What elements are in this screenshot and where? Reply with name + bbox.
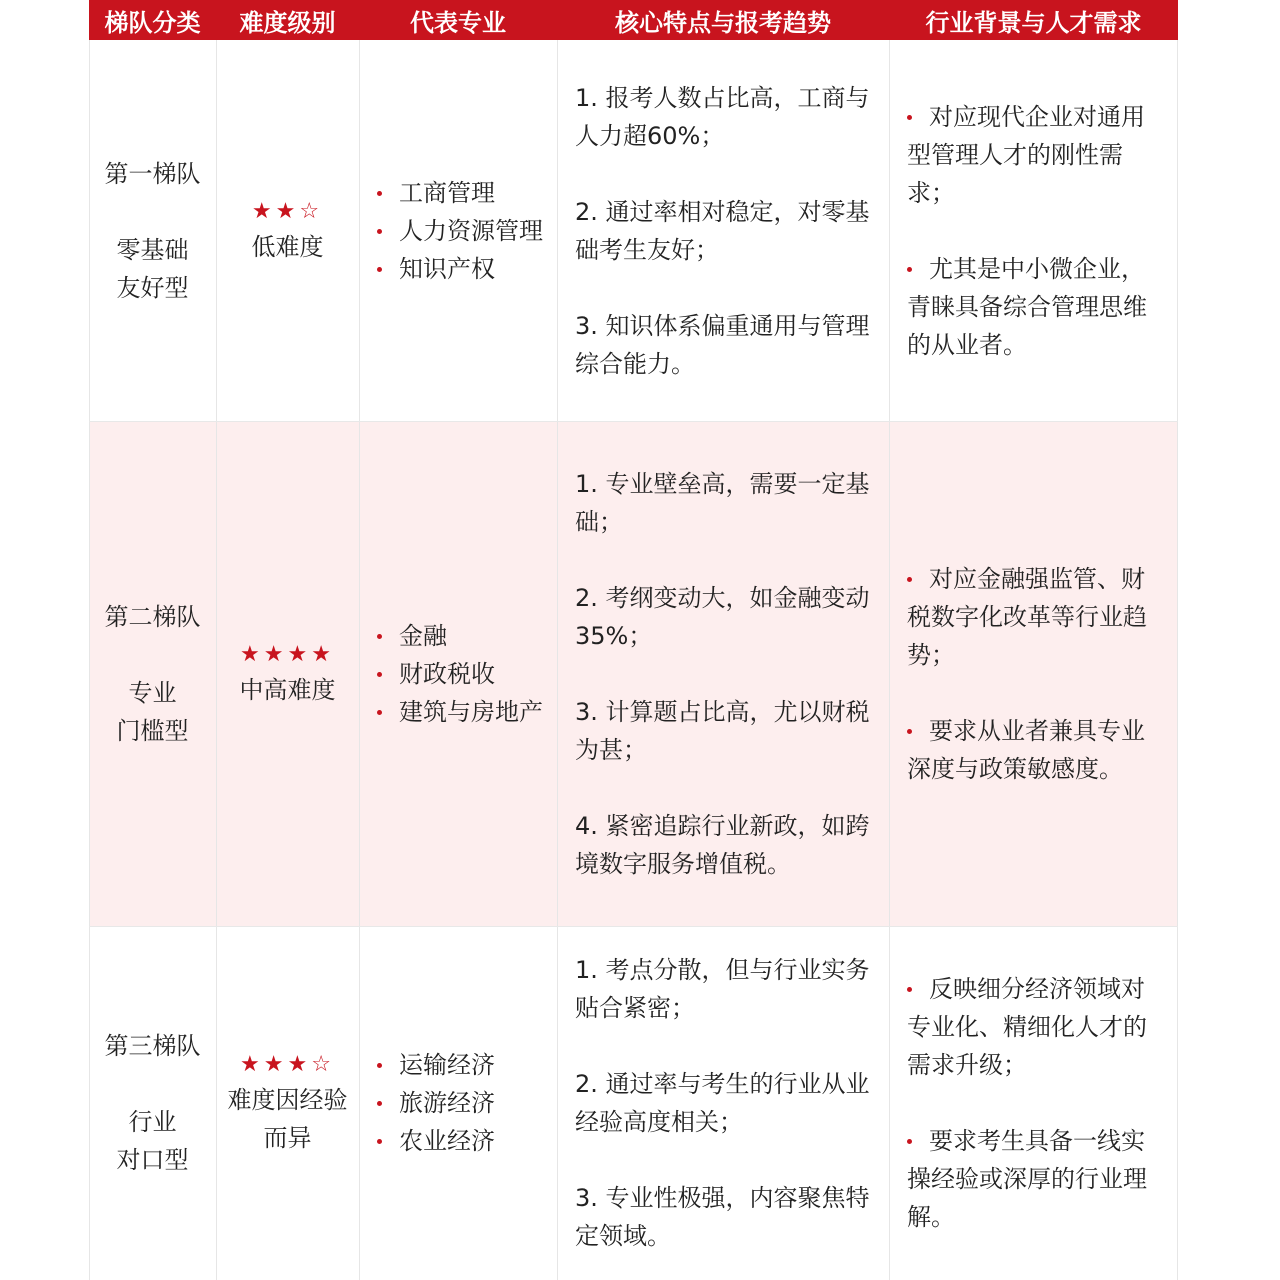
- tier-type-line1: 专业: [128, 678, 177, 707]
- header-difficulty: 难度级别: [216, 0, 359, 40]
- major-item: 工商管理: [377, 174, 543, 212]
- grid-line: [216, 40, 217, 1280]
- row-3-background: [889, 926, 1178, 1280]
- bullet-dot-icon: [907, 1139, 912, 1144]
- star-rating: ★★★☆: [240, 1052, 335, 1077]
- feature-item: 2. 通过率与考生的行业从业经验高度相关；: [575, 1070, 870, 1136]
- grid-line: [1177, 40, 1178, 1280]
- row-3-majors: [359, 926, 557, 1280]
- major-item: 建筑与房地产: [377, 693, 543, 731]
- bullet-dot-icon: [907, 987, 912, 992]
- row-1-features: [557, 40, 889, 421]
- difficulty-label: 中高难度: [239, 675, 336, 704]
- tier-type-line1: 行业: [128, 1108, 177, 1136]
- bullet-dot-icon: [907, 115, 912, 120]
- tier-name: 第一梯队: [104, 159, 201, 188]
- background-item: 反映细分经济领域对专业化、精细化人才的需求升级；: [907, 975, 1147, 1079]
- feature-item: 1. 专业壁垒高，需要一定基础；: [575, 469, 870, 536]
- feature-item: 1. 考点分散，但与行业实务贴合紧密；: [575, 956, 870, 1022]
- difficulty-label: 难度因经验而异: [227, 1086, 348, 1152]
- background-item: 对应金融强监管、财税数字化改革等行业趋势；: [907, 564, 1147, 669]
- feature-item: 1. 报考人数占比高，工商与人力超60%；: [575, 83, 870, 150]
- star-rating: ★★★★: [240, 641, 335, 667]
- tier-type-line2: 门槛型: [116, 716, 189, 745]
- major-item: 金融: [377, 617, 543, 655]
- feature-item: 3. 专业性极强，内容聚焦特定领域。: [575, 1184, 870, 1250]
- tier-name: 第三梯队: [104, 1032, 201, 1060]
- feature-item: 4. 紧密追踪行业新政，如跨境数字服务增值税。: [575, 811, 870, 878]
- comparison-table: [89, 0, 1178, 1280]
- bullet-dot-icon: [907, 267, 912, 272]
- row-2-difficulty: [216, 421, 359, 926]
- major-item: 知识产权: [377, 250, 543, 288]
- grid-line: [89, 40, 90, 1280]
- row-3-features: [557, 926, 889, 1280]
- feature-item: 2. 考纲变动大，如金融变动35%；: [575, 583, 870, 650]
- grid-line: [359, 40, 360, 1280]
- tier-type-line1: 零基础: [116, 235, 189, 264]
- row-1-difficulty: [216, 40, 359, 421]
- background-item: 尤其是中小微企业，青睐具备综合管理思维的从业者。: [907, 254, 1147, 359]
- feature-item: 3. 计算题占比高，尤以财税为甚；: [575, 697, 870, 764]
- row-2-features: [557, 421, 889, 926]
- row-3-difficulty: [216, 926, 359, 1280]
- feature-item: 2. 通过率相对稳定，对零基础考生友好；: [575, 197, 870, 264]
- tier-type-line2: 对口型: [116, 1146, 189, 1174]
- header-tier: 梯队分类: [89, 0, 216, 40]
- tier-type-line2: 友好型: [116, 273, 189, 302]
- row-1-majors: [359, 40, 557, 421]
- header-features: 核心特点与报考趋势: [557, 0, 889, 40]
- grid-line: [889, 40, 890, 1280]
- row-3-tier: [89, 926, 216, 1280]
- background-item: 要求从业者兼具专业深度与政策敏感度。: [907, 716, 1145, 783]
- background-item: 对应现代企业对通用型管理人才的刚性需求；: [907, 102, 1145, 207]
- bullet-dot-icon: [907, 577, 912, 582]
- feature-item: 3. 知识体系偏重通用与管理综合能力。: [575, 311, 870, 378]
- background-item: 要求考生具备一线实操经验或深厚的行业理解。: [907, 1127, 1147, 1231]
- tier-name: 第二梯队: [104, 602, 201, 631]
- major-item: 旅游经济: [377, 1084, 495, 1122]
- header-background: 行业背景与人才需求: [889, 0, 1178, 40]
- difficulty-label: 低难度: [251, 232, 324, 261]
- row-2-background: [889, 421, 1178, 926]
- star-rating: ★★☆: [251, 198, 324, 224]
- major-item: 农业经济: [377, 1122, 495, 1160]
- grid-line: [557, 40, 558, 1280]
- bullet-dot-icon: [907, 729, 912, 734]
- grid-line: [89, 421, 1178, 422]
- major-item: 运输经济: [377, 1046, 495, 1084]
- row-2-majors: [359, 421, 557, 926]
- row-1-tier: [89, 40, 216, 421]
- row-1-background: [889, 40, 1178, 421]
- major-item: 人力资源管理: [377, 212, 543, 250]
- row-2-tier: [89, 421, 216, 926]
- major-item: 财政税收: [377, 655, 543, 693]
- header-majors: 代表专业: [359, 0, 557, 40]
- grid-line: [89, 926, 1178, 927]
